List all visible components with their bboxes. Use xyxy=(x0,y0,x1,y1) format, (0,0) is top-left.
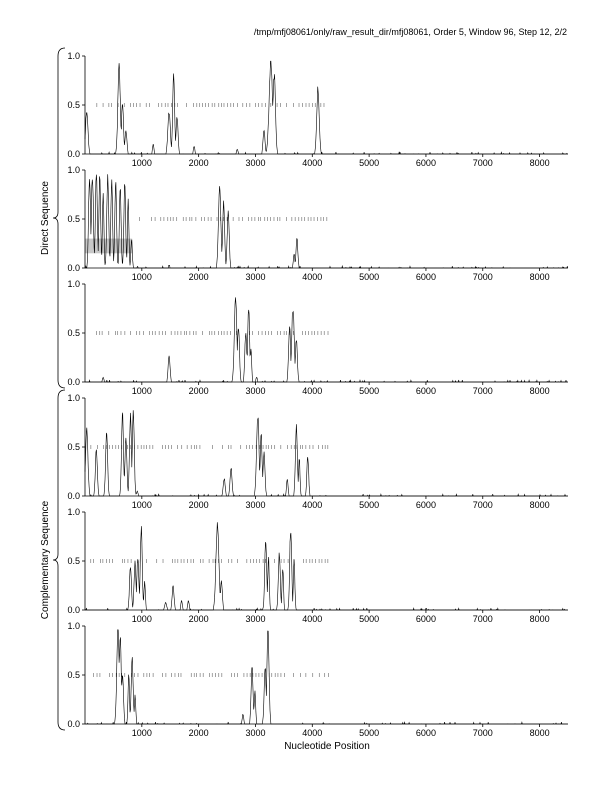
group-brackets xyxy=(40,48,65,730)
x-tick-label: 3000 xyxy=(245,272,266,282)
panel-5 xyxy=(67,507,568,624)
y-tick-label: 0.0 xyxy=(67,149,80,159)
x-tick-label: 2000 xyxy=(188,272,209,282)
x-tick-label: 3000 xyxy=(245,386,266,396)
panel-6 xyxy=(67,621,568,738)
x-tick-label: 5000 xyxy=(359,386,380,396)
y-tick-label: 1.0 xyxy=(67,51,80,61)
x-tick-label: 6000 xyxy=(415,158,436,168)
y-tick-label: 0.5 xyxy=(67,214,80,224)
y-tick-label: 0.5 xyxy=(67,556,80,566)
x-tick-label: 4000 xyxy=(302,158,323,168)
x-tick-label: 8000 xyxy=(529,272,550,282)
x-tick-label: 5000 xyxy=(359,272,380,282)
group-bracket xyxy=(53,48,65,388)
x-tick-label: 5000 xyxy=(359,614,380,624)
x-tick-label: 7000 xyxy=(472,500,493,510)
x-tick-label: 6000 xyxy=(415,614,436,624)
series-line xyxy=(85,174,568,268)
x-tick-label: 4000 xyxy=(302,728,323,738)
x-tick-label: 5000 xyxy=(359,158,380,168)
group-label: Complementary Sequence xyxy=(40,500,51,620)
y-tick-label: 1.0 xyxy=(67,165,80,175)
series-line xyxy=(85,297,568,382)
series-line xyxy=(85,410,568,496)
chart-title: /tmp/mfj08061/only/raw_result_dir/mfj08061, Order 5, Window 96, Step 12, 2/2 xyxy=(253,27,567,37)
threshold-marks xyxy=(97,103,324,107)
x-axis-label: Nucleotide Position xyxy=(284,741,370,752)
y-tick-label: 1.0 xyxy=(67,279,80,289)
panel-2 xyxy=(67,165,568,282)
x-tick-label: 7000 xyxy=(472,272,493,282)
x-tick-label: 6000 xyxy=(415,272,436,282)
x-tick-label: 3000 xyxy=(245,614,266,624)
x-tick-label: 6000 xyxy=(415,728,436,738)
series-line xyxy=(85,522,568,610)
panels-group xyxy=(67,51,568,738)
x-tick-label: 1000 xyxy=(131,386,152,396)
y-tick-label: 1.0 xyxy=(67,507,80,517)
x-tick-label: 2000 xyxy=(188,500,209,510)
x-tick-label: 8000 xyxy=(529,728,550,738)
x-tick-label: 8000 xyxy=(529,614,550,624)
x-tick-label: 2000 xyxy=(188,158,209,168)
group-bracket xyxy=(53,390,65,730)
x-tick-label: 1000 xyxy=(131,272,152,282)
y-tick-label: 0.0 xyxy=(67,377,80,387)
x-tick-label: 4000 xyxy=(302,386,323,396)
series-line xyxy=(85,61,568,154)
x-tick-label: 3000 xyxy=(245,500,266,510)
y-tick-label: 0.0 xyxy=(67,263,80,273)
x-tick-label: 1000 xyxy=(131,614,152,624)
masked-region xyxy=(85,239,132,254)
y-tick-label: 0.5 xyxy=(67,100,80,110)
series-line xyxy=(85,630,568,724)
x-tick-label: 2000 xyxy=(188,728,209,738)
y-tick-label: 0.5 xyxy=(67,328,80,338)
y-tick-label: 0.5 xyxy=(67,670,80,680)
y-tick-label: 0.0 xyxy=(67,605,80,615)
y-tick-label: 0.0 xyxy=(67,719,80,729)
x-tick-label: 4000 xyxy=(302,272,323,282)
x-tick-label: 2000 xyxy=(188,386,209,396)
threshold-marks xyxy=(91,559,328,563)
x-tick-label: 1000 xyxy=(131,500,152,510)
x-tick-label: 7000 xyxy=(472,728,493,738)
y-tick-label: 1.0 xyxy=(67,621,80,631)
panel-1 xyxy=(67,51,568,168)
panel-4 xyxy=(67,393,568,510)
y-tick-label: 1.0 xyxy=(67,393,80,403)
x-tick-label: 6000 xyxy=(415,500,436,510)
x-tick-label: 7000 xyxy=(472,158,493,168)
x-tick-label: 8000 xyxy=(529,158,550,168)
threshold-marks xyxy=(140,217,327,221)
x-tick-label: 7000 xyxy=(472,614,493,624)
y-tick-label: 0.5 xyxy=(67,442,80,452)
x-tick-label: 7000 xyxy=(472,386,493,396)
panel-3 xyxy=(67,279,568,396)
x-tick-label: 4000 xyxy=(302,500,323,510)
group-label: Direct Sequence xyxy=(40,181,51,255)
y-tick-label: 0.0 xyxy=(67,491,80,501)
x-tick-label: 1000 xyxy=(131,728,152,738)
x-tick-label: 5000 xyxy=(359,728,380,738)
x-tick-label: 5000 xyxy=(359,500,380,510)
x-tick-label: 8000 xyxy=(529,500,550,510)
x-tick-label: 4000 xyxy=(302,614,323,624)
threshold-marks xyxy=(97,331,328,335)
x-tick-label: 1000 xyxy=(131,158,152,168)
x-tick-label: 6000 xyxy=(415,386,436,396)
x-tick-label: 3000 xyxy=(245,158,266,168)
x-tick-label: 8000 xyxy=(529,386,550,396)
x-tick-label: 3000 xyxy=(245,728,266,738)
x-tick-label: 2000 xyxy=(188,614,209,624)
